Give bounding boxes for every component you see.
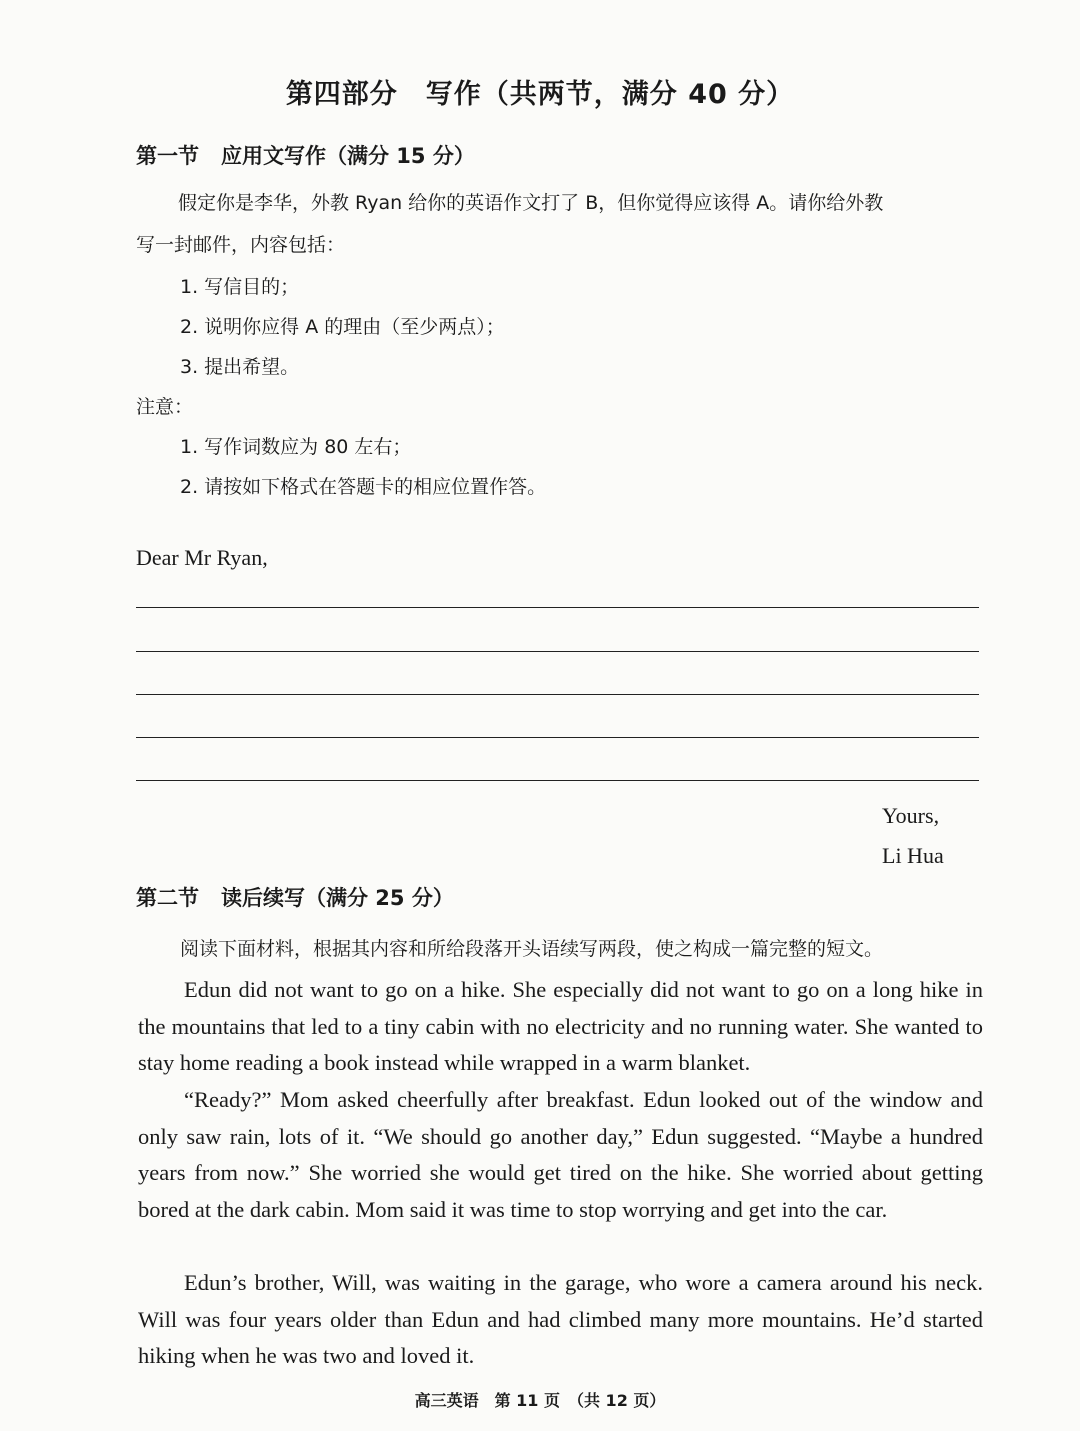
- writing-line: [136, 651, 979, 652]
- note-item-1: 1. 写作词数应为 80 左右；: [180, 436, 412, 458]
- section2-title-text: 读后续写（满分 25 分）: [221, 886, 454, 910]
- writing-line: [136, 737, 979, 738]
- signature: Li Hua: [882, 843, 944, 868]
- content-item-2: 2. 说明你应得 A 的理由（至少两点）；: [180, 316, 505, 338]
- content-item-3: 3. 提出希望。: [180, 356, 300, 378]
- writing-line: [136, 780, 979, 781]
- section2-title: [136, 882, 454, 912]
- section1-title-text: 应用文写作（满分 15 分）: [221, 144, 475, 168]
- salutation: Dear Mr Ryan,: [136, 545, 268, 570]
- prompt-line-1: 假定你是李华，外教 Ryan 给你的英语作文打了 B，但你觉得应该得 A。请你给外教: [178, 192, 884, 214]
- prompt-line-2: 写一封邮件，内容包括：: [136, 234, 346, 256]
- story-paragraph-2: “Ready?” Mom asked cheerfully after breakfast. Edun looked out of the window and only saw rain, lots of it. “We should go another day,” Edun suggested. “Maybe a hundred years from now.” She worried she would get tired on the hike. She worried about getting bored at the dark cabin. Mom said it was time to stop worrying and get into the car.: [138, 1087, 983, 1222]
- story-paragraph-3: Edun’s brother, Will, was waiting in the garage, who wore a camera around his neck. Will was four years older than Edun and had climbed many more mountains. He’d started hiking when he was two and loved it.: [138, 1270, 983, 1368]
- closing: Yours,: [882, 803, 940, 828]
- story-paragraph-1: Edun did not want to go on a hike. She especially did not want to go on a long hike in the mountains that led to a tiny cabin with no electricity and no running water. She wanted to stay home reading a book instead while wrapped in a warm blanket.: [138, 977, 983, 1075]
- section1-heading: 第一节: [136, 144, 199, 168]
- page-footer: 高三英语 第 11 页 （共 12 页）: [414, 1391, 666, 1410]
- section2-heading: 第二节: [136, 886, 199, 910]
- part-title: 第四部分 写作（共两节，满分 40 分）: [285, 79, 795, 110]
- note-label: 注意：: [136, 396, 194, 418]
- note-item-2: 2. 请按如下格式在答题卡的相应位置作答。: [180, 476, 547, 498]
- section2-instruction: 阅读下面材料，根据其内容和所给段落开头语续写两段，使之构成一篇完整的短文。: [180, 938, 884, 960]
- writing-line: [136, 607, 979, 608]
- writing-line: [136, 694, 979, 695]
- content-item-1: 1. 写信目的；: [180, 276, 300, 298]
- section1-title: [136, 140, 475, 170]
